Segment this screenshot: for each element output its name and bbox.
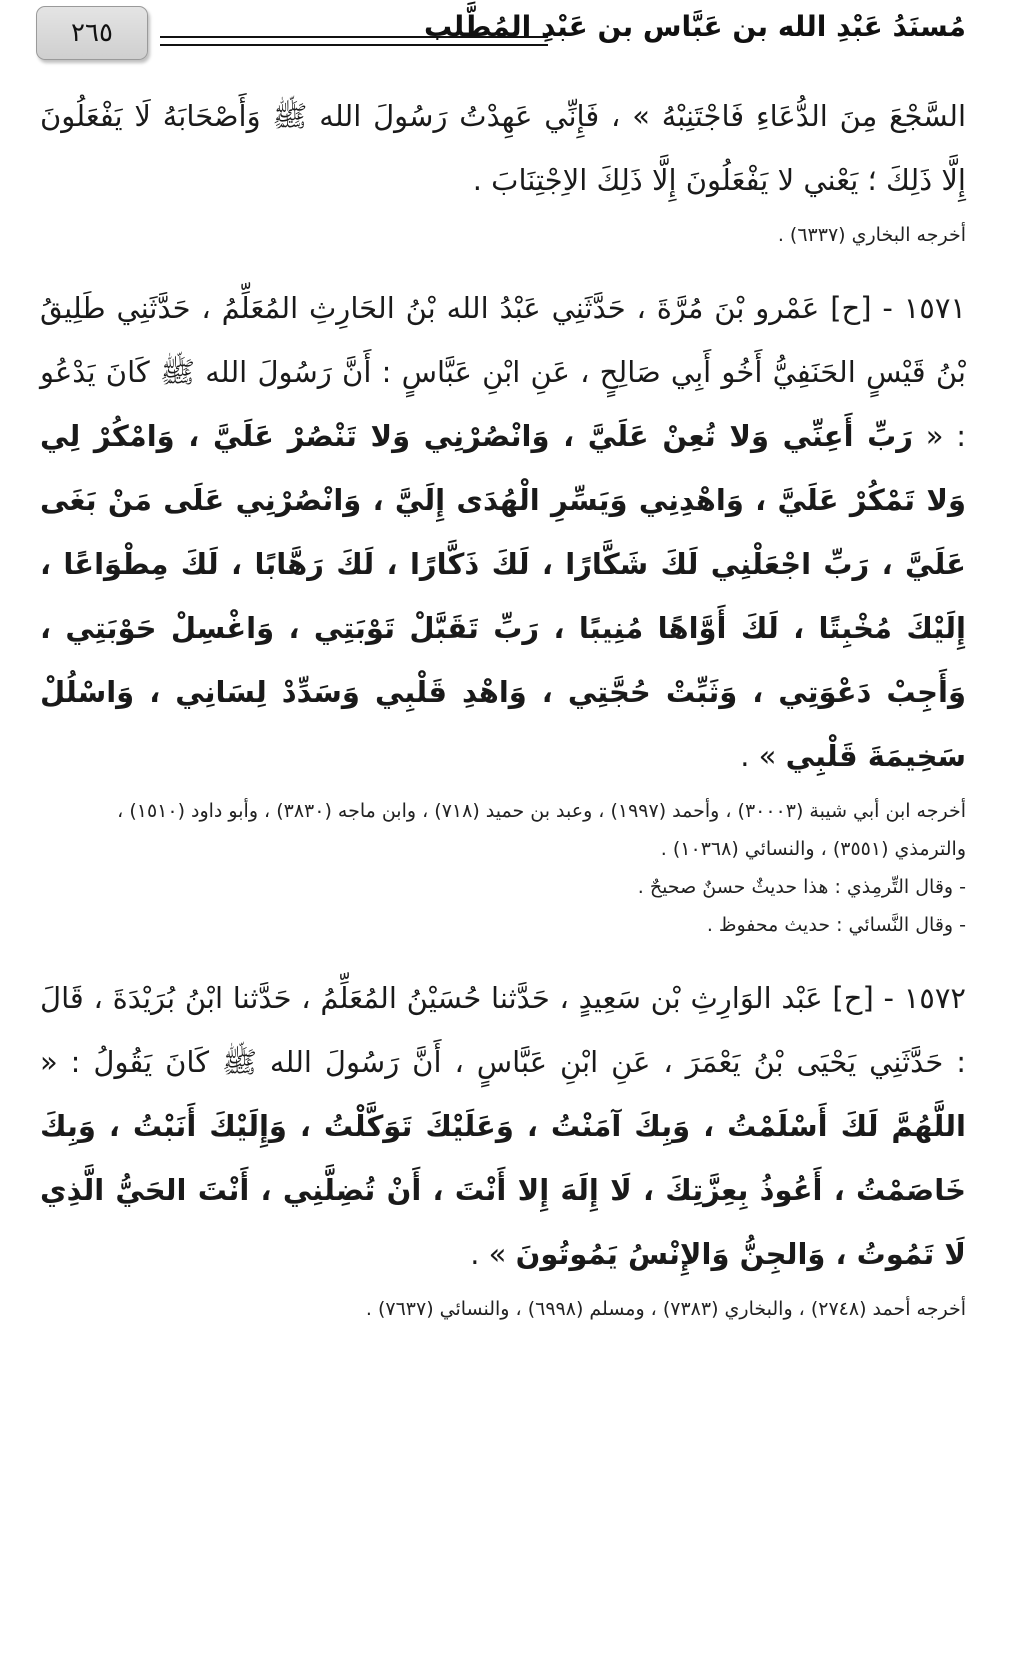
hadith-continuation-source: أخرجه البخاري (٦٣٣٧) . [777, 224, 966, 246]
hadith-1571-dua: رَبِّ أَعِنِّي وَلا تُعِنْ عَلَيَّ ، وَانْصُرْنِي وَلا تَنْصُرْ عَلَيَّ ، وَامْكُرْ لِي وَلا تَمْكُرْ عَلَيَّ ، وَاهْدِنِي وَيَسِّرِ الْهُدَى إِلَيَّ ، وَانْصُرْنِي عَلَى مَنْ بَغَى عَلَيَّ ، رَبِّ اجْعَلْنِي لَكَ شَكَّارًا ، لَكَ ذَكَّارًا ، لَكَ رَهَّابًا ، لَكَ مِطْوَاعًا ، إِلَيْكَ مُخْبِتًا ، لَكَ أَوَّاهًا مُنِيبًا ، رَبِّ تَقَبَّلْ تَوْبَتِي ، وَاغْسِلْ حَوْبَتِي ، وَأَجِبْ دَعْوَتِي ، وَثَبِّتْ حُجَّتِي ، وَاهْدِ قَلْبِي وَسَدِّدْ لِسَانِي ، وَاسْلُلْ سَخِيمَةَ قَلْبِي [40, 419, 966, 773]
page-header [36, 6, 966, 62]
page-content [40, 84, 966, 1328]
hadith-1571-note-tirmidhi: - وقال التِّرمِذي : هذا حديثٌ حسنٌ صحيحٌ . [637, 876, 966, 898]
hadith-continuation-text: السَّجْعَ مِنَ الدُّعَاءِ فَاجْتَنِبْهُ » ، فَإِنِّي عَهِدْتُ رَسُولَ الله ﷺ وَأَصْحَابَهُ لَا يَفْعَلُونَ إِلَّا ذَلِكَ ؛ يَعْني لا يَفْعَلُونَ إِلَّا ذَلِكَ الاِجْتِنَابَ . [40, 99, 966, 197]
hadith-1572 [40, 966, 966, 1286]
hadith-1572-isnad: ١٥٧٢ - [ح] عَبْد الوَارِثِ بْن سَعِيدٍ ، حَدَّثنا حُسَيْنُ المُعَلِّمُ ، حَدَّثنا ابْنُ بُرَيْدَةَ ، قَالَ : حَدَّثَنِي يَحْيَى بْنُ يَعْمَرَ ، عَنِ ابْنِ عَبَّاسٍ ، أَنَّ رَسُولَ الله ﷺ كَانَ يَقُولُ : « [40, 981, 966, 1079]
hadith-1572-dua: اللَّهُمَّ لَكَ أَسْلَمْتُ ، وَبِكَ آمَنْتُ ، وَعَلَيْكَ تَوَكَّلْتُ ، وَإِلَيْكَ أَنَبْتُ ، وَبِكَ خَاصَمْتُ ، أَعُوذُ بِعِزَّتِكَ ، لَا إِلَهَ إِلا أَنْتَ ، أَنْ تُضِلَّنِي ، أَنْتَ الحَيُّ الَّذِي لَا تَمُوتُ ، وَالجِنُّ وَالإِنْسُ يَمُوتُونَ [40, 1109, 966, 1271]
page-number: ٢٦٥ [71, 18, 113, 48]
hadith-1571 [40, 276, 966, 788]
hadith-1571-close: » . [740, 739, 777, 773]
hadith-1571-isnad: ١٥٧١ - [ح] عَمْرو بْنَ مُرَّةَ ، حَدَّثَنِي عَبْدُ الله بْنُ الحَارِثِ المُعَلِّمُ ، حَدَّثَنِي طَلِيقُ بْنُ قَيْسٍ الحَنَفِيُّ أَخُو أَبِي صَالِحٍ ، عَنِ ابْنِ عَبَّاسٍ : أَنَّ رَسُولَ الله ﷺ كَانَ يَدْعُو : « [40, 291, 966, 453]
page-number-tab [36, 6, 148, 60]
hadith-1571-source: أخرجه ابن أبي شيبة (٣٠٠٠٣) ، وأحمد (١٩٩٧) ، وعبد بن حميد (٧١٨) ، وابن ماجه (٣٨٣٠) ، وأبو داود (١٥١٠) ، والترمذي (٣٥٥١) ، والنسائي (١٠٣٦٨) . [117, 800, 966, 860]
hadith-1572-close: » . [470, 1237, 507, 1271]
running-title: مُسنَدُ عَبْدِ الله بن عَبَّاس بن عَبْدِ المُطَّلب [423, 10, 966, 43]
hadith-1572-source: أخرجه أحمد (٢٧٤٨) ، والبخاري (٧٣٨٣) ، ومسلم (٦٩٩٨) ، والنسائي (٧٦٣٧) . [365, 1298, 966, 1320]
hadith-1571-note-nasai: - وقال النَّسائي : حديث محفوظ . [706, 914, 966, 936]
